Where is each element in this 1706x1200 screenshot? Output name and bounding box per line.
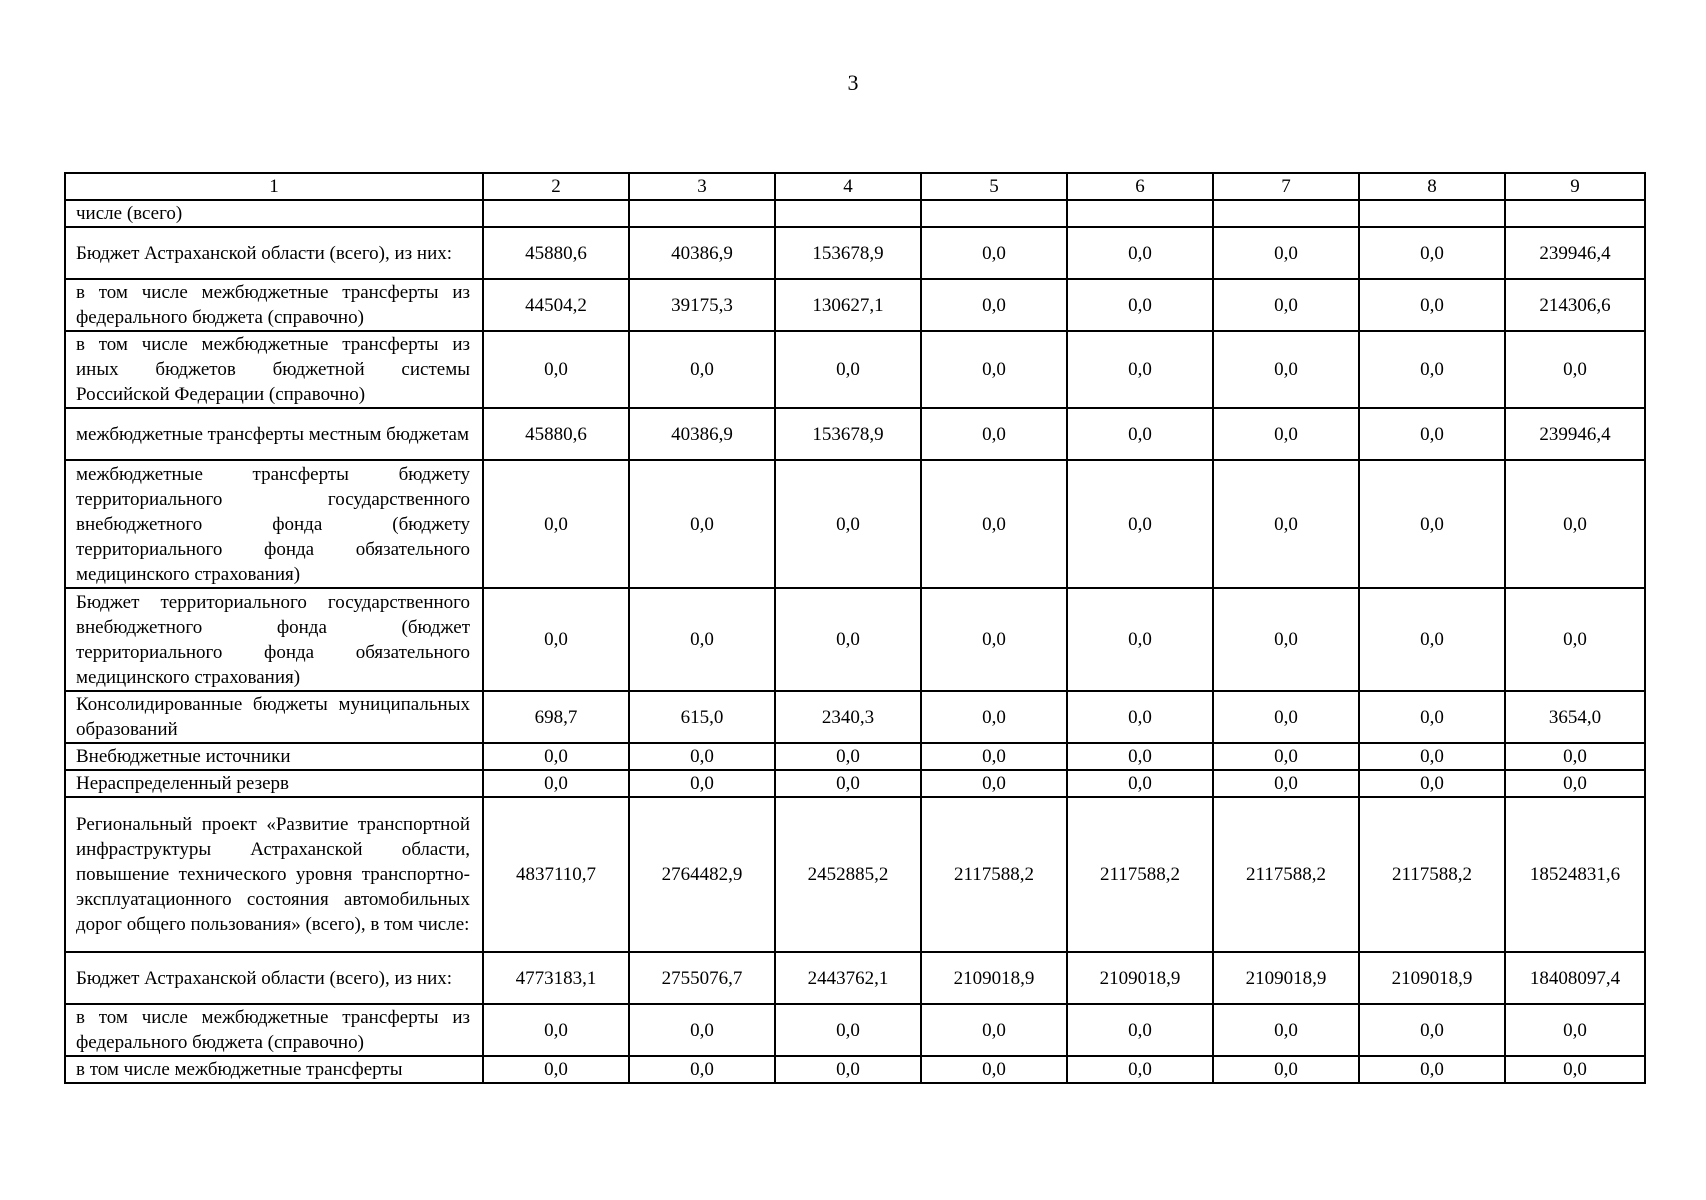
table-cell: 0,0 bbox=[1067, 227, 1213, 279]
table-cell: 0,0 bbox=[775, 1056, 921, 1083]
table-cell bbox=[921, 200, 1067, 227]
table-cell: 2452885,2 bbox=[775, 797, 921, 952]
table-cell: 0,0 bbox=[1067, 408, 1213, 460]
table-cell: 0,0 bbox=[1067, 1004, 1213, 1056]
column-header: 8 bbox=[1359, 173, 1505, 200]
table-cell: 0,0 bbox=[1213, 743, 1359, 770]
row-label: Региональный проект «Развитие транспортной инфраструктуры Астраханской области, повышение технического уровня транспортно-эксплуатационного состояния автомобильных дорог общего пользования» (всего), в том числе: bbox=[65, 797, 483, 952]
table-header-row bbox=[65, 173, 1645, 200]
table-cell bbox=[775, 200, 921, 227]
table-cell: 0,0 bbox=[775, 331, 921, 408]
table-cell: 0,0 bbox=[921, 1056, 1067, 1083]
table-cell: 2755076,7 bbox=[629, 952, 775, 1004]
table-cell: 0,0 bbox=[1067, 1056, 1213, 1083]
table-cell: 0,0 bbox=[483, 1056, 629, 1083]
table-cell: 0,0 bbox=[1213, 691, 1359, 743]
table-cell: 615,0 bbox=[629, 691, 775, 743]
table-cell: 0,0 bbox=[921, 460, 1067, 588]
table-row bbox=[65, 200, 1645, 227]
table-cell bbox=[483, 200, 629, 227]
table-cell: 2443762,1 bbox=[775, 952, 921, 1004]
table-cell: 0,0 bbox=[1213, 460, 1359, 588]
table-cell: 0,0 bbox=[629, 770, 775, 797]
table-cell: 0,0 bbox=[1213, 331, 1359, 408]
table-cell: 40386,9 bbox=[629, 408, 775, 460]
table-row bbox=[65, 1056, 1645, 1083]
table-cell: 2109018,9 bbox=[1213, 952, 1359, 1004]
table-cell: 0,0 bbox=[1359, 691, 1505, 743]
table-cell: 0,0 bbox=[921, 408, 1067, 460]
table-cell: 0,0 bbox=[1067, 279, 1213, 331]
table-cell: 0,0 bbox=[629, 1004, 775, 1056]
table-cell: 239946,4 bbox=[1505, 227, 1645, 279]
table-cell: 0,0 bbox=[1213, 227, 1359, 279]
row-label: в том числе межбюджетные трансферты из федерального бюджета (справочно) bbox=[65, 1004, 483, 1056]
table-cell: 44504,2 bbox=[483, 279, 629, 331]
table-cell: 0,0 bbox=[775, 1004, 921, 1056]
table-row bbox=[65, 460, 1645, 588]
table-cell: 0,0 bbox=[1505, 743, 1645, 770]
table-cell: 0,0 bbox=[1067, 460, 1213, 588]
table-cell: 0,0 bbox=[483, 743, 629, 770]
table-cell: 0,0 bbox=[1359, 743, 1505, 770]
table-cell: 0,0 bbox=[1067, 588, 1213, 691]
table-cell: 153678,9 bbox=[775, 408, 921, 460]
column-header: 5 bbox=[921, 173, 1067, 200]
table-row bbox=[65, 279, 1645, 331]
row-label: в том числе межбюджетные трансферты из иных бюджетов бюджетной системы Российской Федерации (справочно) bbox=[65, 331, 483, 408]
table-row bbox=[65, 227, 1645, 279]
table-cell: 0,0 bbox=[629, 460, 775, 588]
table-cell bbox=[1359, 200, 1505, 227]
column-header: 1 bbox=[65, 173, 483, 200]
budget-table bbox=[64, 172, 1646, 1084]
column-header: 3 bbox=[629, 173, 775, 200]
table-cell bbox=[1067, 200, 1213, 227]
row-label: межбюджетные трансферты бюджету территориального государственного внебюджетного фонда (бюджету территориального фонда обязательного медицинского страхования) bbox=[65, 460, 483, 588]
table-row bbox=[65, 1004, 1645, 1056]
table-cell: 0,0 bbox=[1067, 743, 1213, 770]
table-cell: 0,0 bbox=[483, 1004, 629, 1056]
table-cell: 0,0 bbox=[629, 331, 775, 408]
row-label: числе (всего) bbox=[65, 200, 483, 227]
table-row bbox=[65, 743, 1645, 770]
row-label: в том числе межбюджетные трансферты bbox=[65, 1056, 483, 1083]
table-cell: 0,0 bbox=[1359, 408, 1505, 460]
table-cell: 45880,6 bbox=[483, 408, 629, 460]
row-label: Бюджет Астраханской области (всего), из них: bbox=[65, 227, 483, 279]
table-cell: 0,0 bbox=[1213, 588, 1359, 691]
table-cell: 0,0 bbox=[775, 460, 921, 588]
table-cell: 0,0 bbox=[1067, 331, 1213, 408]
table-cell: 0,0 bbox=[1505, 1004, 1645, 1056]
row-label: Бюджет Астраханской области (всего), из них: bbox=[65, 952, 483, 1004]
table-cell: 2117588,2 bbox=[1213, 797, 1359, 952]
table-cell: 0,0 bbox=[1359, 460, 1505, 588]
table-cell: 0,0 bbox=[629, 743, 775, 770]
table-cell: 0,0 bbox=[1213, 1004, 1359, 1056]
row-label: Нераспределенный резерв bbox=[65, 770, 483, 797]
table-cell: 153678,9 bbox=[775, 227, 921, 279]
table-cell: 0,0 bbox=[775, 588, 921, 691]
column-header: 2 bbox=[483, 173, 629, 200]
table-cell: 0,0 bbox=[483, 460, 629, 588]
table-cell: 239946,4 bbox=[1505, 408, 1645, 460]
table-cell: 40386,9 bbox=[629, 227, 775, 279]
table-cell: 2109018,9 bbox=[921, 952, 1067, 1004]
table-cell: 0,0 bbox=[1359, 588, 1505, 691]
table-cell: 0,0 bbox=[483, 770, 629, 797]
table-cell: 0,0 bbox=[921, 691, 1067, 743]
table-cell: 3654,0 bbox=[1505, 691, 1645, 743]
table-cell: 4773183,1 bbox=[483, 952, 629, 1004]
table-cell: 0,0 bbox=[1067, 770, 1213, 797]
table-cell: 0,0 bbox=[1213, 1056, 1359, 1083]
table-cell: 0,0 bbox=[1213, 408, 1359, 460]
page-number: 3 bbox=[847, 70, 859, 95]
table-cell: 0,0 bbox=[483, 331, 629, 408]
table-cell: 130627,1 bbox=[775, 279, 921, 331]
table-cell bbox=[1505, 200, 1645, 227]
table-cell: 0,0 bbox=[1359, 227, 1505, 279]
column-header: 6 bbox=[1067, 173, 1213, 200]
table-cell: 0,0 bbox=[483, 588, 629, 691]
table-cell: 0,0 bbox=[1505, 460, 1645, 588]
table-cell: 0,0 bbox=[921, 1004, 1067, 1056]
table-cell: 0,0 bbox=[1359, 331, 1505, 408]
table-cell bbox=[1213, 200, 1359, 227]
table-row bbox=[65, 408, 1645, 460]
table-cell: 39175,3 bbox=[629, 279, 775, 331]
table-cell: 0,0 bbox=[1359, 279, 1505, 331]
table-cell: 214306,6 bbox=[1505, 279, 1645, 331]
table-cell: 0,0 bbox=[1505, 1056, 1645, 1083]
table-cell: 0,0 bbox=[921, 331, 1067, 408]
table-cell: 2117588,2 bbox=[921, 797, 1067, 952]
table-cell: 2117588,2 bbox=[1067, 797, 1213, 952]
table-row bbox=[65, 770, 1645, 797]
table-cell: 18408097,4 bbox=[1505, 952, 1645, 1004]
table-cell: 698,7 bbox=[483, 691, 629, 743]
table-cell: 0,0 bbox=[1505, 331, 1645, 408]
table-cell: 0,0 bbox=[775, 743, 921, 770]
row-label: Бюджет территориального государственного внебюджетного фонда (бюджет территориального фонда обязательного медицинского страхования) bbox=[65, 588, 483, 691]
table-cell: 0,0 bbox=[629, 588, 775, 691]
table-cell: 0,0 bbox=[921, 770, 1067, 797]
table-cell: 2117588,2 bbox=[1359, 797, 1505, 952]
table-row bbox=[65, 691, 1645, 743]
table-cell: 0,0 bbox=[921, 588, 1067, 691]
table-cell: 0,0 bbox=[775, 770, 921, 797]
column-header: 9 bbox=[1505, 173, 1645, 200]
table-cell: 0,0 bbox=[1213, 279, 1359, 331]
table-cell: 0,0 bbox=[1213, 770, 1359, 797]
table-cell: 0,0 bbox=[1359, 770, 1505, 797]
table-cell: 0,0 bbox=[921, 279, 1067, 331]
table-row bbox=[65, 797, 1645, 952]
table-cell: 2109018,9 bbox=[1067, 952, 1213, 1004]
table-row bbox=[65, 331, 1645, 408]
column-header: 4 bbox=[775, 173, 921, 200]
table-cell: 4837110,7 bbox=[483, 797, 629, 952]
table-cell: 0,0 bbox=[1359, 1004, 1505, 1056]
row-label: межбюджетные трансферты местным бюджетам bbox=[65, 408, 483, 460]
row-label: Внебюджетные источники bbox=[65, 743, 483, 770]
table-cell: 0,0 bbox=[629, 1056, 775, 1083]
table-cell: 2764482,9 bbox=[629, 797, 775, 952]
table-cell: 2340,3 bbox=[775, 691, 921, 743]
row-label: Консолидированные бюджеты муниципальных образований bbox=[65, 691, 483, 743]
table-cell: 2109018,9 bbox=[1359, 952, 1505, 1004]
table-row bbox=[65, 588, 1645, 691]
table-cell: 0,0 bbox=[1505, 770, 1645, 797]
table-cell: 0,0 bbox=[921, 743, 1067, 770]
table-cell: 0,0 bbox=[1505, 588, 1645, 691]
table-cell: 45880,6 bbox=[483, 227, 629, 279]
column-header: 7 bbox=[1213, 173, 1359, 200]
table-cell: 0,0 bbox=[921, 227, 1067, 279]
row-label: в том числе межбюджетные трансферты из федерального бюджета (справочно) bbox=[65, 279, 483, 331]
table-row bbox=[65, 952, 1645, 1004]
table-cell: 0,0 bbox=[1359, 1056, 1505, 1083]
table-cell: 18524831,6 bbox=[1505, 797, 1645, 952]
table-cell bbox=[629, 200, 775, 227]
table-cell: 0,0 bbox=[1067, 691, 1213, 743]
